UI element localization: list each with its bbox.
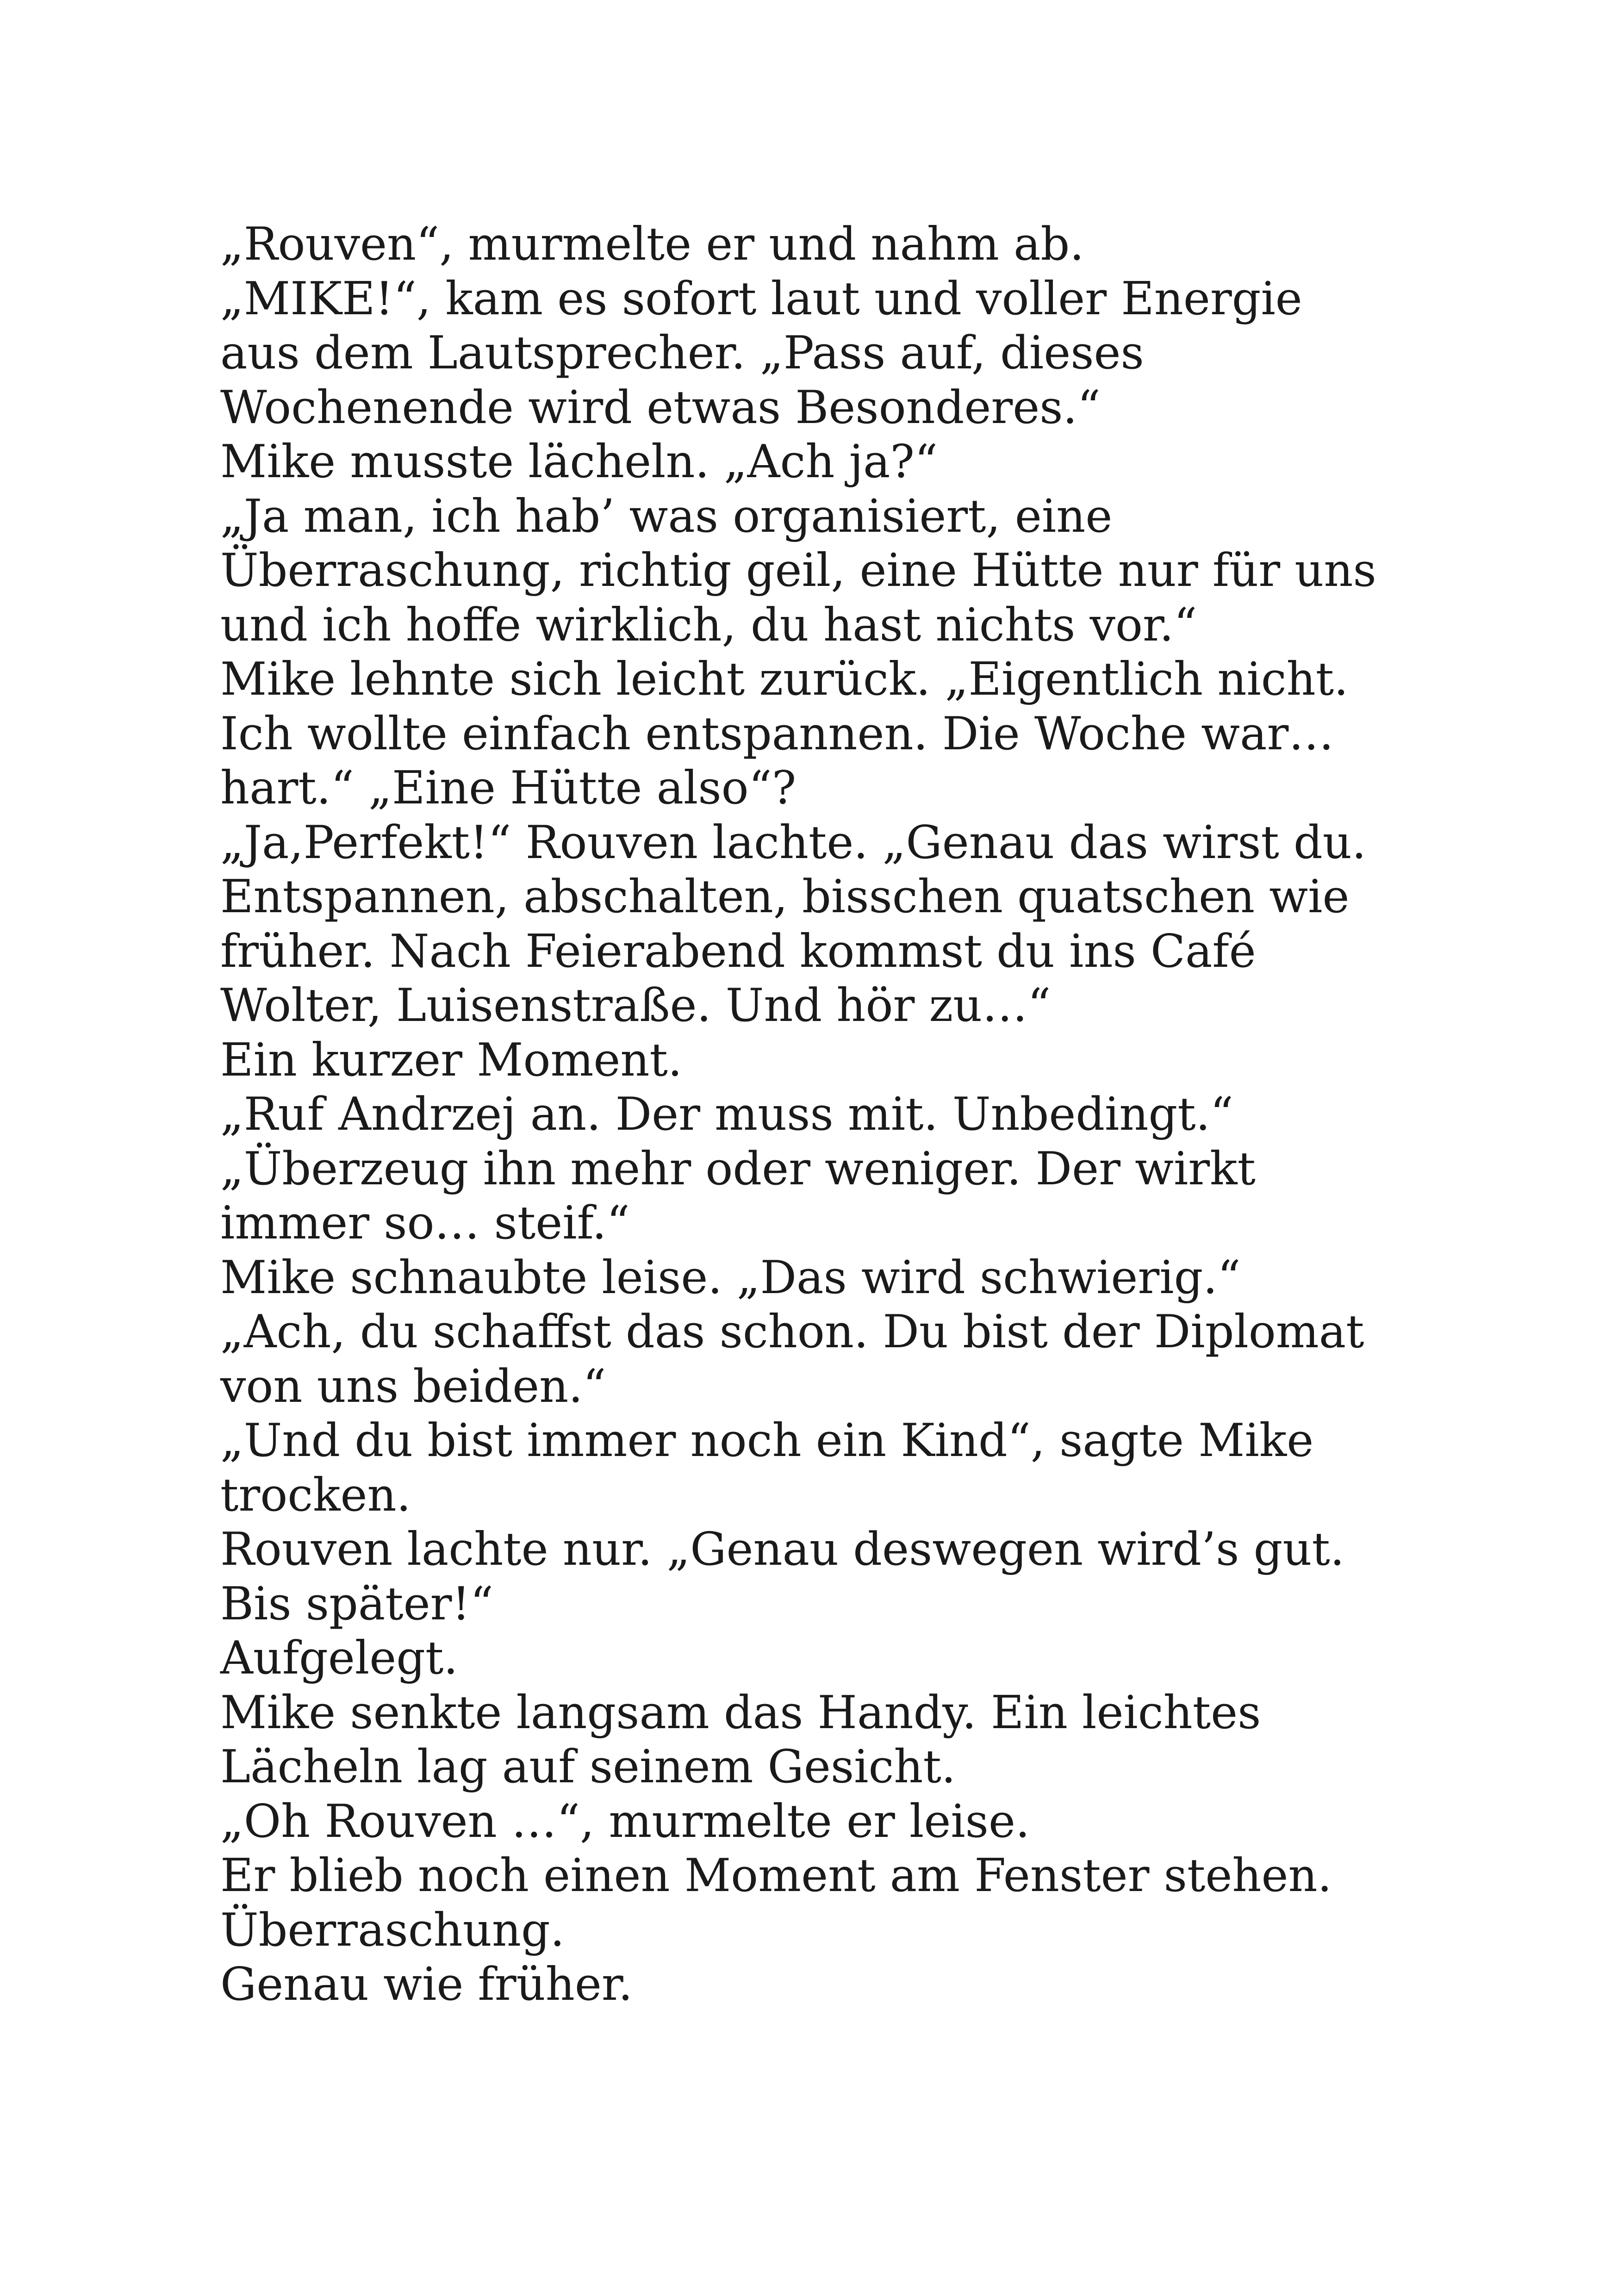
text-line: „Überzeug ihn mehr oder weniger. Der wirkt	[220, 1142, 1256, 1195]
text-line: Rouven lachte nur. „Genau deswegen wird’s gut.	[220, 1523, 1344, 1576]
text-line: früher. Nach Feierabend kommst du ins Café	[220, 925, 1256, 978]
text-line: „Ruf Andrzej an. Der muss mit. Unbedingt.“	[220, 1088, 1233, 1141]
text-line: „Und du bist immer noch ein Kind“, sagte Mike	[220, 1414, 1314, 1467]
text-line: „Rouven“, murmelte er und nahm ab.	[220, 218, 1084, 271]
text-line: Genau wie früher.	[220, 1958, 633, 2011]
text-line: Mike lehnte sich leicht zurück. „Eigentlich nicht.	[220, 653, 1349, 706]
text-line: „Ach, du schaffst das schon. Du bist der Diplomat	[220, 1306, 1364, 1358]
text-line: Ein kurzer Moment.	[220, 1033, 683, 1087]
text-line: Mike senkte langsam das Handy. Ein leichtes	[220, 1686, 1261, 1739]
text-line: trocken.	[220, 1468, 411, 1522]
text-line: „Oh Rouven …“, murmelte er leise.	[220, 1795, 1030, 1848]
text-line: aus dem Lautsprecher. „Pass auf, dieses	[220, 327, 1144, 380]
text-line: Bis später!“	[220, 1577, 493, 1630]
text-line: Wochenende wird etwas Besonderes.“	[220, 381, 1101, 434]
text-line: „Ja man, ich hab’ was organisiert, eine	[220, 490, 1113, 543]
text-line: Ich wollte einfach entspannen. Die Woche war…	[220, 707, 1334, 760]
text-line: Wolter, Luisenstraße. Und hör zu…“	[220, 979, 1051, 1032]
text-line: Er blieb noch einen Moment am Fenster stehen.	[220, 1849, 1332, 1902]
text-line: Aufgelegt.	[220, 1632, 458, 1685]
text-line: von uns beiden.“	[220, 1360, 606, 1413]
text-line: Mike schnaubte leise. „Das wird schwierig.“	[220, 1251, 1241, 1304]
body-text	[220, 218, 1424, 2012]
text-line: Mike musste lächeln. „Ach ja?“	[220, 436, 938, 488]
text-line: hart.“ „Eine Hütte also“?	[220, 762, 797, 815]
text-line: Überraschung.	[220, 1904, 565, 1957]
text-line: „Ja,Perfekt!“ Rouven lachte. „Genau das wirst du.	[220, 816, 1367, 869]
text-line: „MIKE!“, kam es sofort laut und voller Energie	[220, 272, 1302, 325]
text-line: immer so… steif.“	[220, 1197, 630, 1250]
text-line: Lächeln lag auf seinem Gesicht.	[220, 1741, 956, 1793]
text-line: Entspannen, abschalten, bisschen quatschen wie	[220, 871, 1350, 923]
text-line: und ich hoffe wirklich, du hast nichts vor.“	[220, 598, 1197, 652]
text-line: Überraschung, richtig geil, eine Hütte nur für uns	[220, 544, 1376, 597]
